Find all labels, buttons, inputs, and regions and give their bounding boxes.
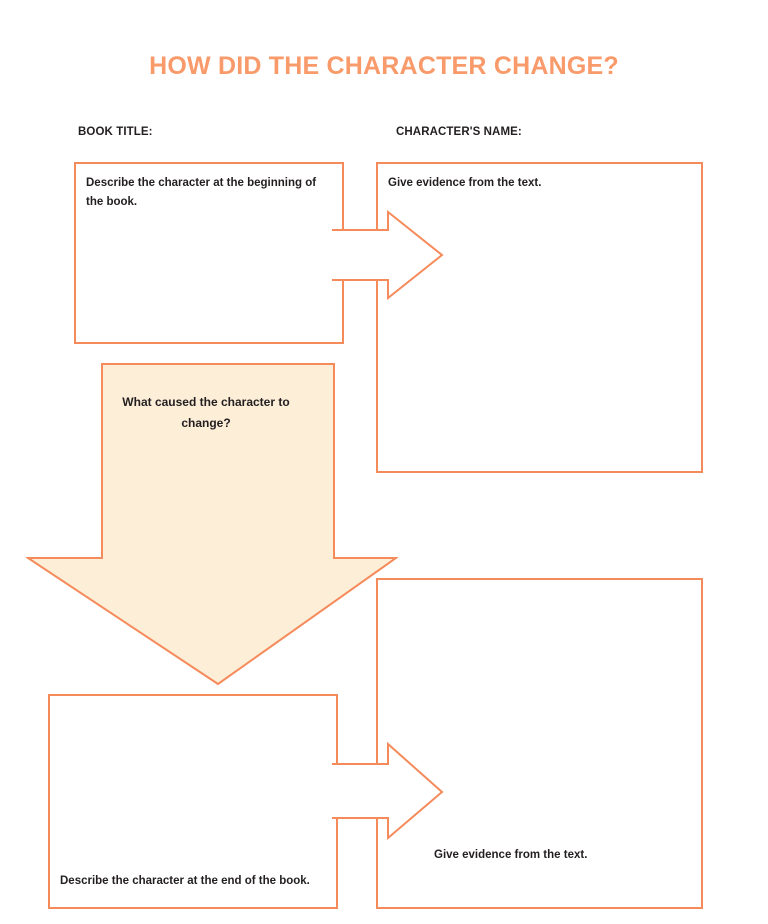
arrow-down-prompt: What caused the character to change? <box>122 395 290 430</box>
evidence-top-box[interactable] <box>376 162 703 473</box>
arrow-right-bottom-icon <box>330 742 450 842</box>
evidence-top-prompt: Give evidence from the text. <box>388 177 542 189</box>
describe-end-prompt: Describe the character at the end of the book. <box>60 875 310 888</box>
describe-end-box[interactable] <box>48 694 338 909</box>
book-title-label: BOOK TITLE: <box>78 126 153 138</box>
evidence-bottom-prompt: Give evidence from the text. <box>434 849 588 861</box>
describe-beginning-prompt: Describe the character at the beginning of the book. <box>86 177 317 208</box>
page-title: HOW DID THE CHARACTER CHANGE? <box>149 52 619 80</box>
describe-beginning-box[interactable] <box>74 162 344 344</box>
arrow-right-top-icon <box>330 210 450 300</box>
character-name-label: CHARACTER'S NAME: <box>396 126 522 138</box>
